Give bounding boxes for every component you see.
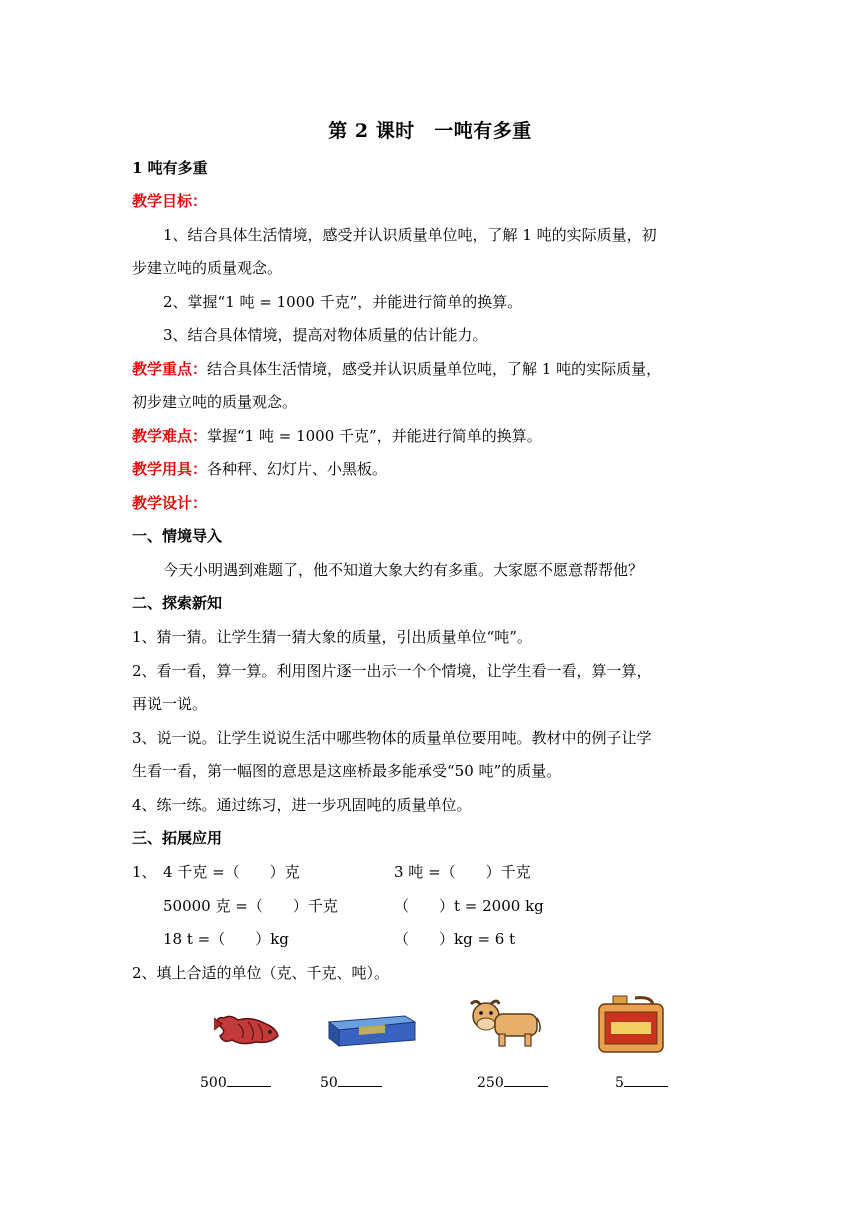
cow-icon <box>467 996 543 1050</box>
objective-3: 3、结合具体情境，提高对物体质量的估计能力。 <box>163 326 488 344</box>
answer-item-4 <box>615 1072 668 1091</box>
section-2-line-5: 生看一看，第一幅图的意思是这座桥最多能承受“50 吨”的质量。 <box>132 762 562 780</box>
conversion-2b: （ ）t = 2000 kg <box>394 897 544 915</box>
conversion-1b: 3 吨 =（ ）千克 <box>394 863 531 881</box>
objective-1-cont: 步建立吨的质量观念。 <box>132 259 283 277</box>
objective-1: 1、结合具体生活情境，感受并认识质量单位吨，了解 1 吨的实际质量，初 <box>163 226 657 244</box>
tools <box>132 459 387 479</box>
section-2-heading: 二、探索新知 <box>132 594 223 612</box>
key-points-text: 结合具体生活情境，感受并认识质量单位吨，了解 1 吨的实际质量， <box>207 360 662 378</box>
question-1-label: 1、 <box>132 863 157 881</box>
lesson-subtitle: 1 吨有多重 <box>132 159 208 177</box>
answer-value: 5 <box>615 1075 624 1091</box>
objective-2: 2、掌握“1 吨 = 1000 千克”，并能进行简单的换算。 <box>163 293 523 311</box>
section-2-line-3: 再说一说。 <box>132 695 208 713</box>
key-points <box>132 359 661 379</box>
answer-value: 500 <box>200 1075 227 1091</box>
answer-value: 50 <box>320 1075 338 1091</box>
key-points-label: 教学重点： <box>132 360 208 378</box>
section-2-line-2: 2、看一看，算一算。利用图片逐一出示一个个情境，让学生看一看，算一算， <box>132 662 652 680</box>
answer-blank[interactable] <box>624 1072 668 1087</box>
answer-item-2 <box>320 1072 382 1091</box>
tools-text: 各种秤、幻灯片、小黑板。 <box>207 460 388 478</box>
answer-item-3 <box>477 1072 548 1091</box>
answer-item-1 <box>200 1072 271 1091</box>
tools-label: 教学用具： <box>132 460 208 478</box>
difficulty <box>132 426 542 446</box>
design-heading: 教学设计： <box>132 494 208 512</box>
section-1-heading: 一、情境导入 <box>132 527 223 545</box>
answer-blank[interactable] <box>504 1072 548 1087</box>
page-title: 第 2 课时 一吨有多重 <box>328 120 532 142</box>
oil-can-icon <box>595 994 667 1054</box>
section-3-heading: 三、拓展应用 <box>132 829 223 847</box>
answer-blank[interactable] <box>227 1072 271 1087</box>
answer-value: 250 <box>477 1075 504 1091</box>
fish-icon <box>212 1010 282 1052</box>
section-2-line-6: 4、练一练。通过练习，进一步巩固吨的质量单位。 <box>132 796 472 814</box>
section-2-line-1: 1、猜一猜。让学生猜一猜大象的质量，引出质量单位“吨”。 <box>132 628 532 646</box>
conversion-1a: 4 千克 =（ ）克 <box>163 863 300 881</box>
objectives-heading: 教学目标： <box>132 192 208 210</box>
question-2: 2、填上合适的单位（克、千克、吨）。 <box>132 964 390 982</box>
section-1-text: 今天小明遇到难题了，他不知道大象大约有多重。大家愿不愿意帮帮他？ <box>163 561 644 579</box>
biscuit-box-icon <box>325 1012 417 1050</box>
conversion-2a: 50000 克 =（ ）千克 <box>163 897 338 915</box>
answer-blank[interactable] <box>338 1072 382 1087</box>
section-2-line-4: 3、说一说。让学生说说生活中哪些物体的质量单位要用吨。教材中的例子让学 <box>132 729 652 747</box>
key-points-cont: 初步建立吨的质量观念。 <box>132 393 298 411</box>
difficulty-label: 教学难点： <box>132 427 208 445</box>
conversion-3a: 18 t =（ ）kg <box>163 930 289 948</box>
conversion-3b: （ ）kg = 6 t <box>394 930 516 948</box>
difficulty-text: 掌握“1 吨 = 1000 千克”，并能进行简单的换算。 <box>207 427 542 445</box>
